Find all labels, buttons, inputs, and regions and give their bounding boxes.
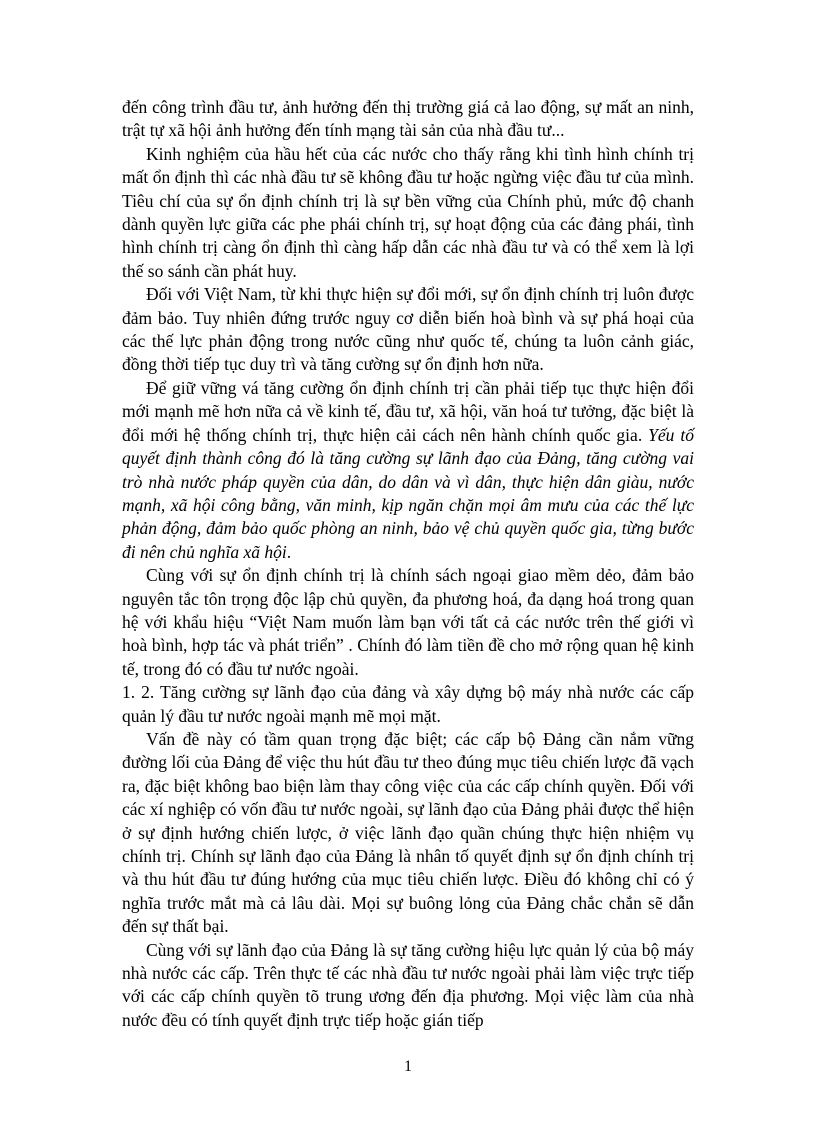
page-number: 1 bbox=[404, 1058, 412, 1075]
paragraph-4 bbox=[122, 377, 694, 564]
paragraph-4-tail: . bbox=[286, 541, 292, 562]
paragraph-5: Cùng với sự ổn định chính trị là chính sách ngoại giao mềm dẻo, đảm bảo nguyên tắc tôn trọng độc lập chủ quyền, đa phương hoá, đa dạng hoá trong quan hệ với khẩu hiệu “Việt Nam muốn làm bạn với tất cả các nước trên thế giới vì hoà bình, hợp tác và phát triển” . Chính đó làm tiền đề cho mở rộng quan hệ kinh tế, trong đó có đầu tư nước ngoài. bbox=[122, 565, 694, 679]
document-body bbox=[122, 96, 694, 1032]
paragraph-4-normal-text: Để giữ vững vá tăng cường ổn định chính trị cần phải tiếp tục thực hiện đổi mới mạnh mẽ hơn nữa cả về kinh tế, đầu tư, xã hội, văn hoá tư tưởng, đặc biệt là đổi mới hệ thống chính trị, thực hiện cải cách nên hành chính quốc gia. bbox=[122, 377, 694, 445]
paragraph-6: Vấn đề này có tầm quan trọng đặc biệt; các cấp bộ Đảng cần nắm vững đường lối của Đảng để việc thu hút đầu tư theo đúng mục tiêu chiến lược đã vạch ra, đặc biệt không bao biện làm thay công việc của các cấp chính quyền. Đối với các xí nghiệp có vốn đầu tư nước ngoài, sự lãnh đạo của Đảng phải được thể hiện ở sự định hướng chiến lược, ở việc lãnh đạo quần chúng thực hiện nhiệm vụ chính trị. Chính sự lãnh đạo của Đảng là nhân tố quyết định sự ổn định chính trị và thu hút đầu tư đúng hướng của mục tiêu chiến lược. Điều đó không chỉ có ý nghĩa trước mắt mà cả lâu dài. Mọi sự buông lỏng của Đảng chắc chắn sẽ dẫn đến sự thất bại. bbox=[122, 728, 694, 937]
section-heading: 1. 2. Tăng cường sự lãnh đạo của đảng và xây dựng bộ máy nhà nước các cấp quản lý đầu tư nước ngoài mạnh mẽ mọi mặt. bbox=[122, 682, 694, 726]
paragraph-1: đến công trình đầu tư, ảnh hưởng đến thị trường giá cả lao động, sự mất an ninh, trật tự xã hội ảnh hưởng đến tính mạng tài sản của nhà đầu tư... bbox=[122, 97, 694, 141]
paragraph-3: Đối với Việt Nam, từ khi thực hiện sự đổi mới, sự ổn định chính trị luôn được đảm bảo. Tuy nhiên đứng trước nguy cơ diễn biến hoà bình và sự phá hoại của các thế lực phản động trong nước cũng như quốc tế, chúng ta luôn cảnh giác, đồng thời tiếp tục duy trì và tăng cường sự ổn định hơn nữa. bbox=[122, 284, 694, 375]
paragraph-4-italic-text: Yếu tố quyết định thành công đó là tăng cường sự lãnh đạo của Đảng, tăng cường vai trò nhà nước pháp quyền của dân, do dân và vì dân, thực hiện dân giàu, nước mạnh, xã hội công bằng, văn minh, kịp ngăn chặn mọi âm mưu của các thế lực phản động, đảm bảo quốc phòng an ninh, bảo vệ chủ quyền quốc gia, từng bước đi nên chủ nghĩa xã hội bbox=[122, 424, 694, 562]
paragraph-7: Cùng với sự lãnh đạo của Đảng là sự tăng cường hiệu lực quản lý của bộ máy nhà nước các cấp. Trên thực tế các nhà đầu tư nước ngoài phải làm việc trực tiếp với các cấp chính quyền tõ trung ương đến địa phương. Mọi việc làm của nhà nước đều có tính quyết định trực tiếp hoặc gián tiếp bbox=[122, 939, 694, 1030]
paragraph-2: Kinh nghiệm của hầu hết của các nước cho thấy rằng khi tình hình chính trị mất ổn định thì các nhà đầu tư sẽ không đầu tư hoặc ngừng việc đầu tư của mình. Tiêu chí của sự ổn định chính trị là sự bền vững của Chính phủ, mức độ chanh dành quyền lực giữa các phe phái chính trị, sự hoạt động của các đảng phái, tình hình chính trị càng ổn định thì càng hấp dẫn các nhà đầu tư và có thể xem là lợi thế so sánh cần phát huy. bbox=[122, 143, 694, 281]
